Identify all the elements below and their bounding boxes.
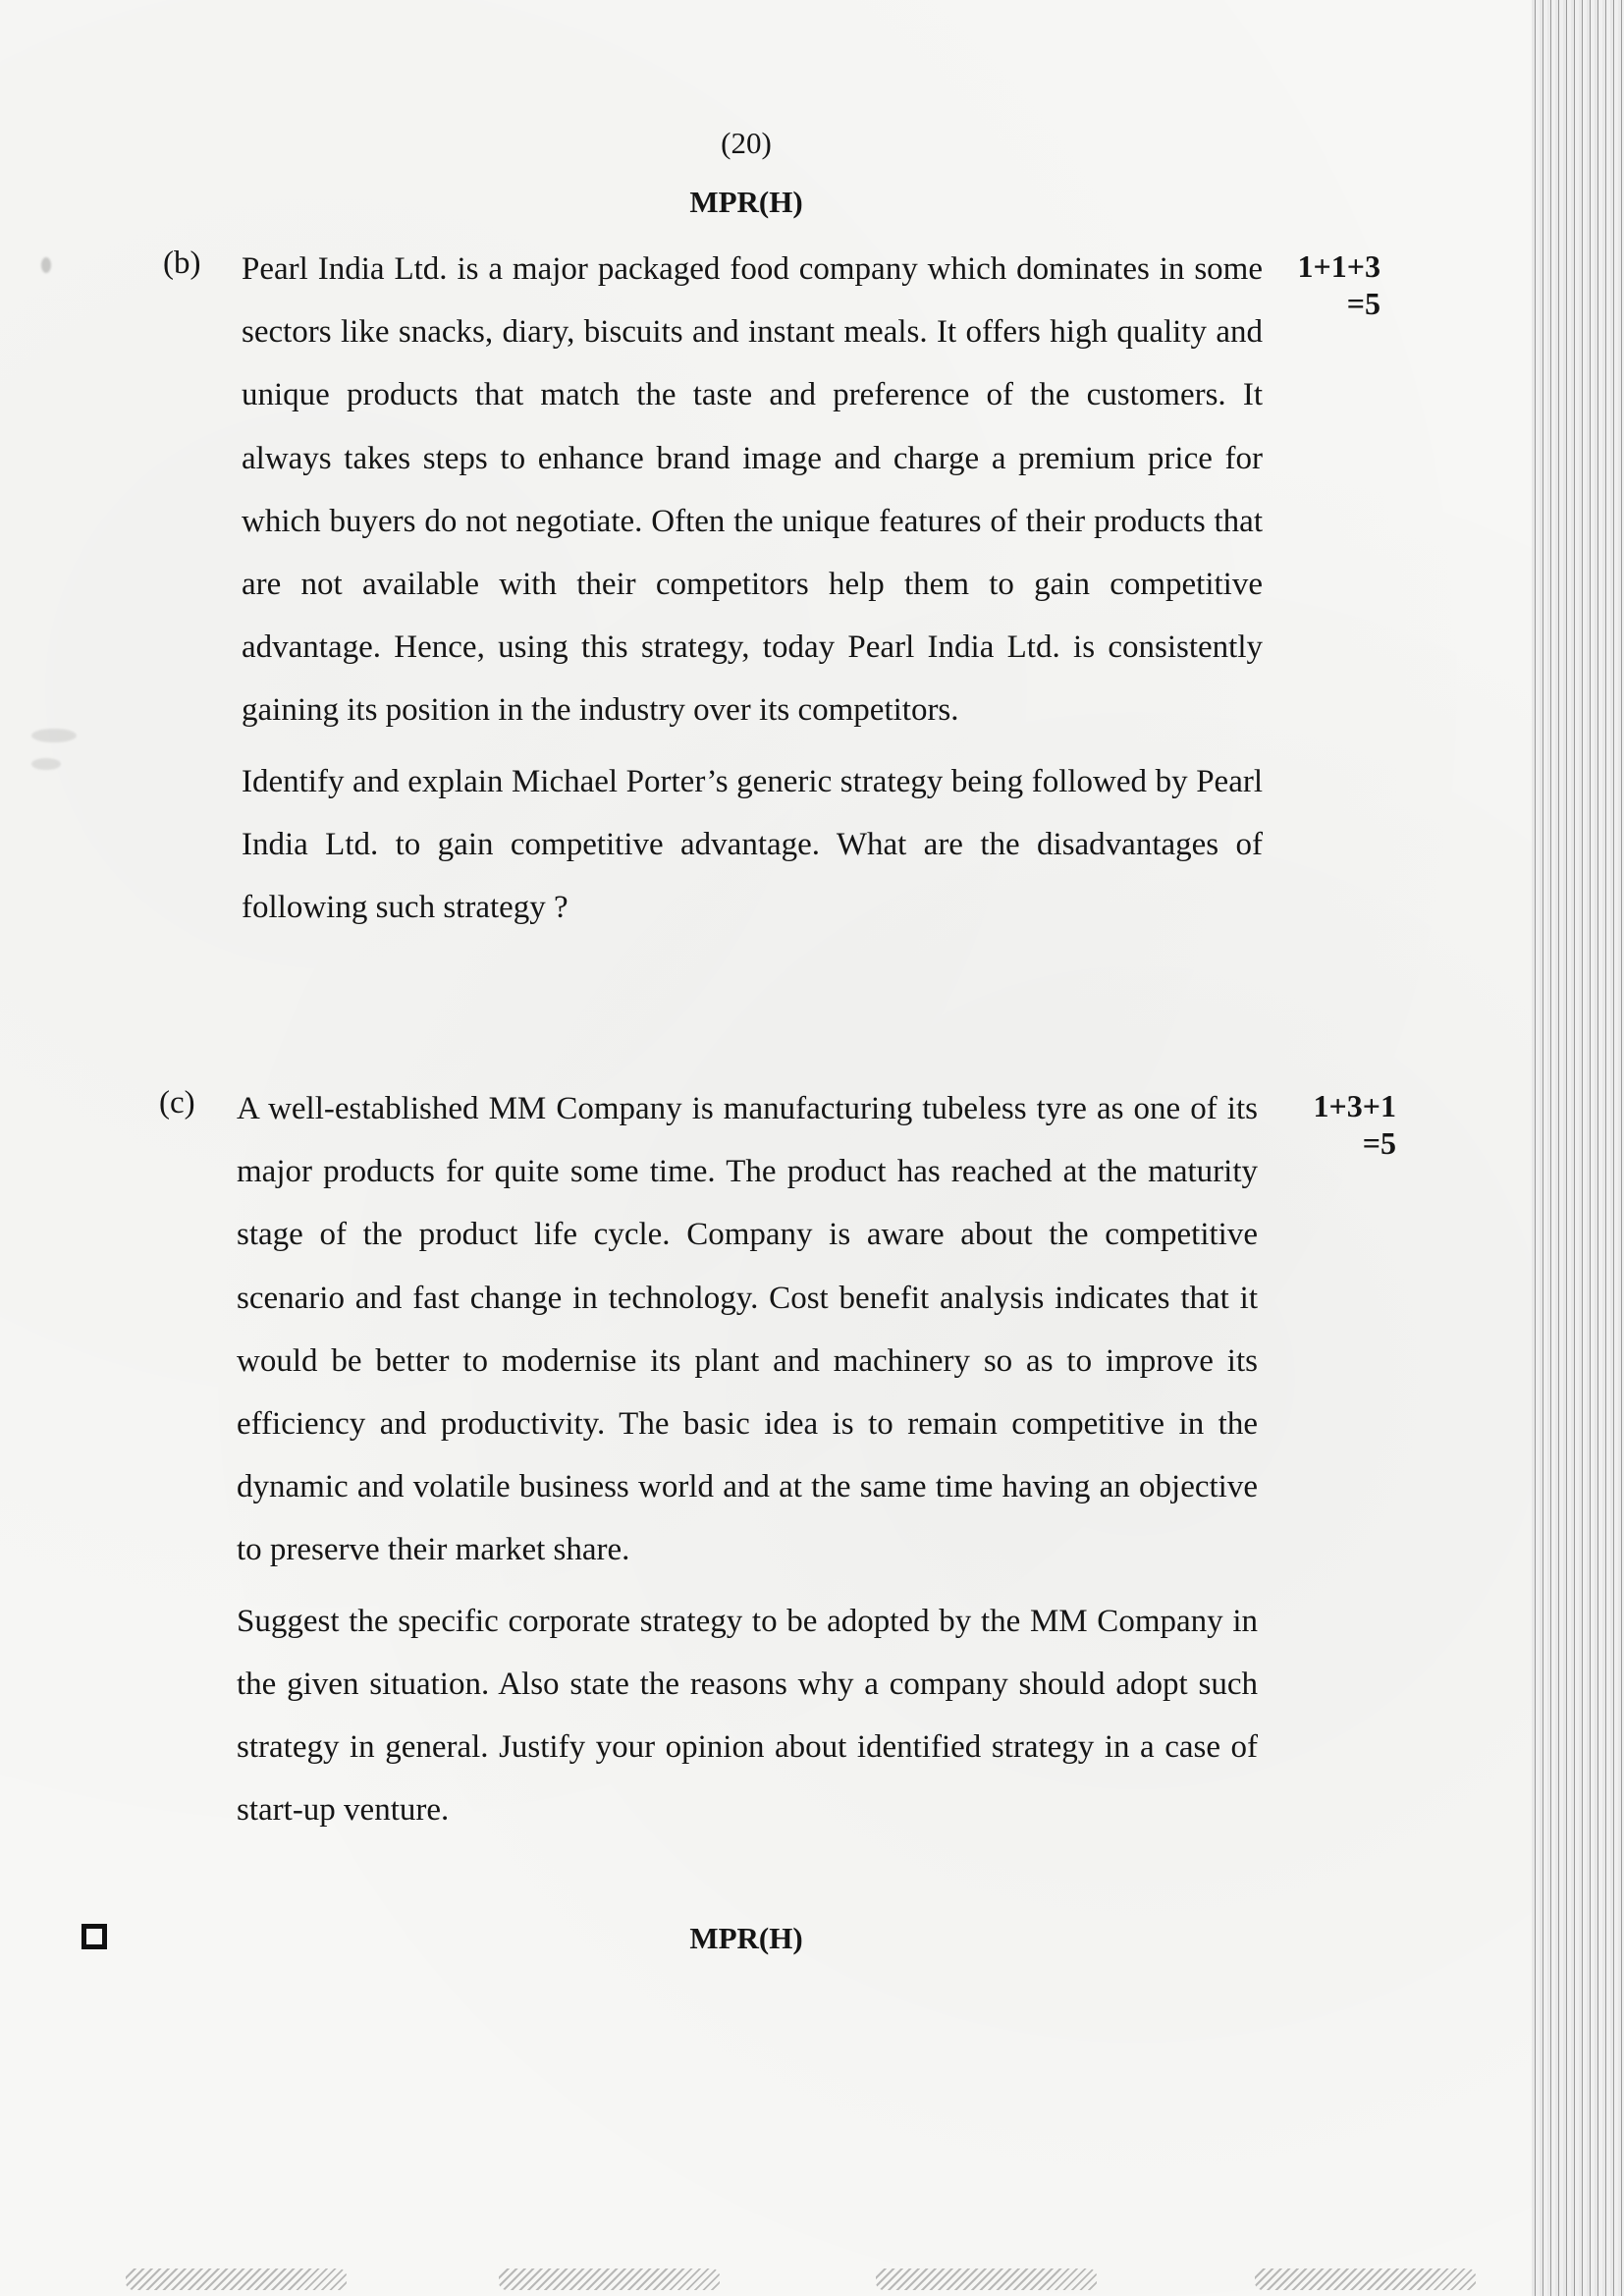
- marks-total: =5: [1346, 286, 1380, 321]
- scanner-edge-stripes: [1532, 0, 1624, 2296]
- scan-smudge: [31, 729, 77, 742]
- footer-paper-code: MPR(H): [689, 1921, 803, 1955]
- bleed-through-mark: [126, 2269, 347, 2290]
- marks-breakdown: 1+1+3: [1297, 248, 1380, 284]
- bleed-through-mark: [876, 2269, 1097, 2290]
- question-paragraph: Pearl India Ltd. is a major packaged food company which dominates in some sectors like snacks, diary, biscuits and instant meals. It offers high quality and unique products that match the taste and preference of the customers. It always takes steps to enhance brand image and charge a premium price for which buyers do not negotiate. Often the unique features of their products that are not available with their competitors help them to gain competitive advantage. Hence, using this strategy, today Pearl India Ltd. is consistently gaining its position in the industry over its competitors.: [242, 251, 1263, 729]
- question-label: (b): [163, 246, 201, 281]
- scan-smudge: [41, 257, 51, 273]
- bleed-through-mark: [499, 2269, 720, 2290]
- question-paragraph: Identify and explain Michael Porter’s generic strategy being followed by Pearl India Ltd. to gain competitive advantage. What are the disadvantages of following such strategy ?: [242, 763, 1263, 926]
- scan-smudge: [31, 758, 61, 770]
- registration-mark-icon: [81, 1924, 107, 1949]
- question-text: [237, 1077, 1258, 1841]
- question-label: (c): [159, 1085, 195, 1121]
- marks-allocation: [1282, 1087, 1396, 1162]
- bleed-through-mark: [1255, 2269, 1476, 2290]
- marks-breakdown: 1+3+1: [1313, 1088, 1396, 1123]
- header-paper-code: MPR(H): [689, 185, 803, 219]
- page-number: (20): [721, 126, 772, 160]
- question-paragraph: Suggest the specific corporate strategy to be adopted by the MM Company in the given situation. Also state the reasons why a company should adopt such strategy in general. Justify your opinion about identified strategy in a case of start-up venture.: [237, 1603, 1258, 1829]
- question-paragraph: A well-established MM Company is manufacturing tubeless tyre as one of its major products for quite some time. The product has reached at the maturity stage of the product life cycle. Company is aware about the competitive scenario and fast change in technology. Cost benefit analysis indicates that it would be better to modernise its plant and machinery so as to improve its efficiency and productivity. The basic idea is to remain competitive in the dynamic and volatile business world and at the same time having an objective to preserve their market share.: [237, 1091, 1258, 1568]
- marks-total: =5: [1362, 1125, 1396, 1161]
- marks-allocation: [1267, 247, 1380, 322]
- question-text: [242, 238, 1263, 939]
